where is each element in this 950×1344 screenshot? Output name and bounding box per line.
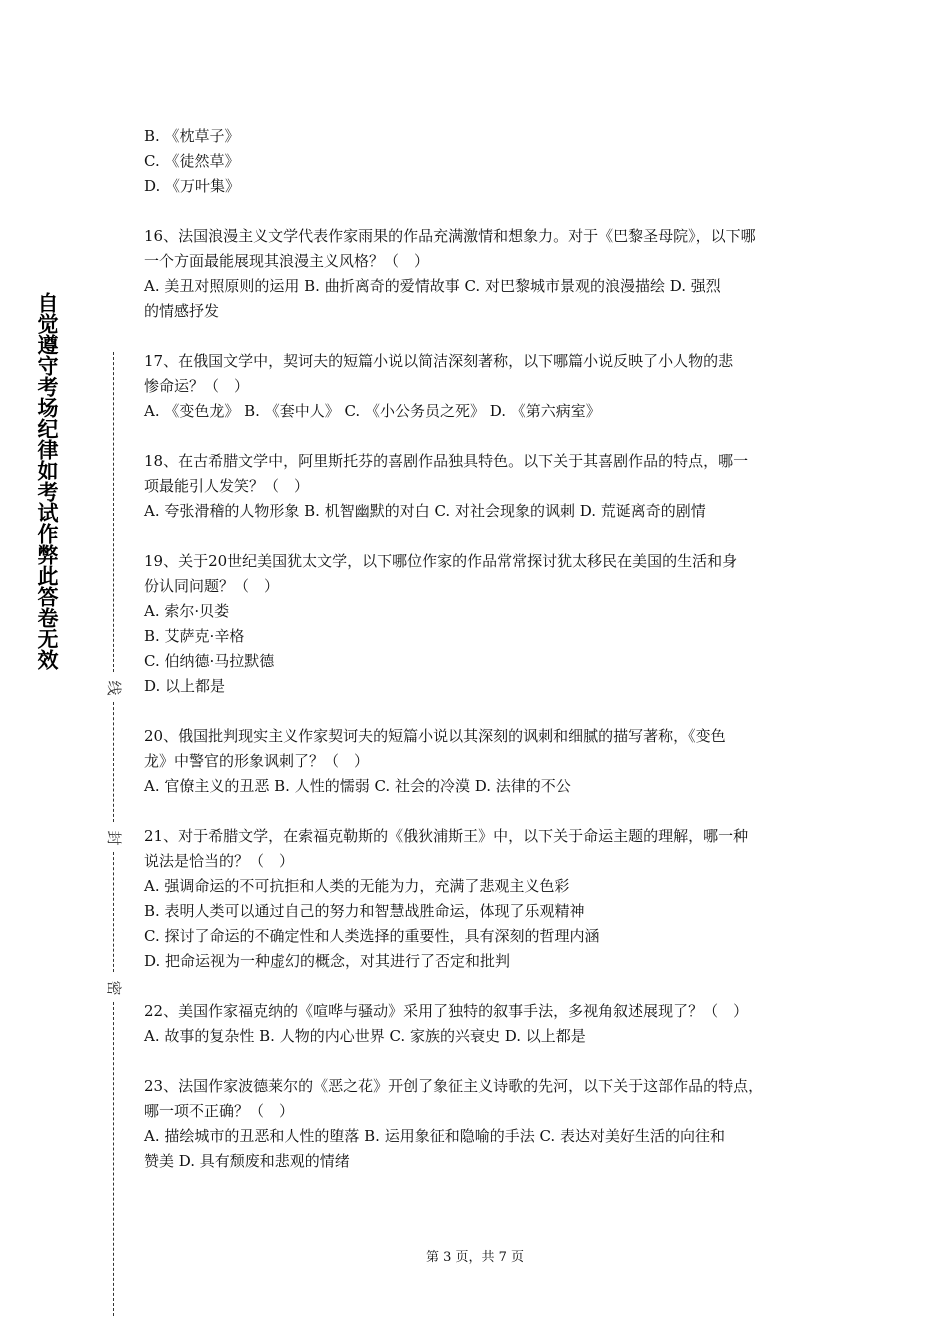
option-line: 的情感抒发 xyxy=(144,302,220,320)
binding-dashed-line xyxy=(113,702,114,822)
option-line: D. 以上都是 xyxy=(144,677,226,695)
option-line: B. 表明人类可以通过自己的努力和智慧战胜命运，体现了乐观精神 xyxy=(144,902,585,920)
question-block xyxy=(144,1074,820,1174)
question-block xyxy=(144,449,820,524)
question-block xyxy=(144,224,820,324)
binding-dashed-line xyxy=(113,352,114,672)
question-text: 龙》中警官的形象讽刺了？（ ） xyxy=(144,752,370,770)
question-text: 哪一项不正确？（ ） xyxy=(144,1102,295,1120)
option-line: B. 艾萨克·辛格 xyxy=(144,627,245,645)
question-block xyxy=(144,549,820,699)
option-line: A. 强调命运的不可抗拒和人类的无能为力，充满了悲观主义色彩 xyxy=(144,877,570,895)
option-line: B. 《枕草子》 xyxy=(144,127,240,145)
seal-label-line: 线 xyxy=(104,678,124,698)
option-line: C. 伯纳德·马拉默德 xyxy=(144,652,275,670)
question-text: 18、在古希腊文学中，阿里斯托芬的喜剧作品独具特色。以下关于其喜剧作品的特点，哪一 xyxy=(144,452,749,470)
question-text: 项最能引人发笑？（ ） xyxy=(144,477,310,495)
question-block xyxy=(144,824,820,974)
option-line: A. 《变色龙》 B. 《套中人》 C. 《小公务员之死》 D. 《第六病室》 xyxy=(144,402,601,420)
binding-dashed-line xyxy=(113,1002,114,1316)
seal-label-secret: 密 xyxy=(104,978,124,998)
question-list xyxy=(144,124,820,1199)
question-block xyxy=(144,349,820,424)
question-text: 20、俄国批判现实主义作家契诃夫的短篇小说以其深刻的讽刺和细腻的描写著称，《变色 xyxy=(144,727,726,745)
option-line: 赞美 D. 具有颓废和悲观的情绪 xyxy=(144,1152,350,1170)
option-line: C. 《徒然草》 xyxy=(144,152,240,170)
page-number: 第 3 页，共 7 页 xyxy=(425,1250,525,1265)
option-line: A. 描绘城市的丑恶和人性的堕落 B. 运用象征和隐喻的手法 C. 表达对美好生活的向往和 xyxy=(144,1127,725,1145)
question-text: 惨命运？（ ） xyxy=(144,377,250,395)
option-line: A. 索尔·贝娄 xyxy=(144,602,230,620)
question-block xyxy=(144,124,820,199)
question-text: 22、美国作家福克纳的《喧哗与骚动》采用了独特的叙事手法，多视角叙述展现了？（ ） xyxy=(144,1002,749,1020)
question-text: 17、在俄国文学中，契诃夫的短篇小说以简洁深刻著称，以下哪篇小说反映了小人物的悲 xyxy=(144,352,734,370)
option-line: A. 官僚主义的丑恶 B. 人性的懦弱 C. 社会的冷漠 D. 法律的不公 xyxy=(144,777,571,795)
option-line: A. 故事的复杂性 B. 人物的内心世界 C. 家族的兴衰史 D. 以上都是 xyxy=(144,1027,586,1045)
question-text: 说法是恰当的？（ ） xyxy=(144,852,295,870)
question-text: 23、法国作家波德莱尔的《恶之花》开创了象征主义诗歌的先河，以下关于这部作品的特点， xyxy=(144,1077,764,1095)
option-line: D. 《万叶集》 xyxy=(144,177,241,195)
question-text: 16、法国浪漫主义文学代表作家雨果的作品充满激情和想象力。对于《巴黎圣母院》，以下哪 xyxy=(144,227,756,245)
option-line: D. 把命运视为一种虚幻的概念，对其进行了否定和批判 xyxy=(144,952,511,970)
question-text: 21、对于希腊文学，在索福克勒斯的《俄狄浦斯王》中，以下关于命运主题的理解，哪一种 xyxy=(144,827,749,845)
side-warning-title: 自觉遵守考场纪律如考试作弊此答卷无效 xyxy=(35,292,59,670)
question-text: 份认同问题？（ ） xyxy=(144,577,280,595)
question-block xyxy=(144,724,820,799)
binding-dashed-line xyxy=(113,852,114,972)
option-line: A. 美丑对照原则的运用 B. 曲折离奇的爱情故事 C. 对巴黎城市景观的浪漫描绘 D. 强烈 xyxy=(144,277,721,295)
question-text: 一个方面最能展现其浪漫主义风格？（ ） xyxy=(144,252,430,270)
question-block xyxy=(144,999,820,1049)
question-text: 19、关于20世纪美国犹太文学，以下哪位作家的作品常常探讨犹太移民在美国的生活和身 xyxy=(144,552,738,570)
seal-label-seal: 封 xyxy=(104,828,124,848)
option-line: A. 夸张滑稽的人物形象 B. 机智幽默的对白 C. 对社会现象的讽刺 D. 荒诞离奇的剧情 xyxy=(144,502,706,520)
option-line: C. 探讨了命运的不确定性和人类选择的重要性，具有深刻的哲理内涵 xyxy=(144,927,600,945)
